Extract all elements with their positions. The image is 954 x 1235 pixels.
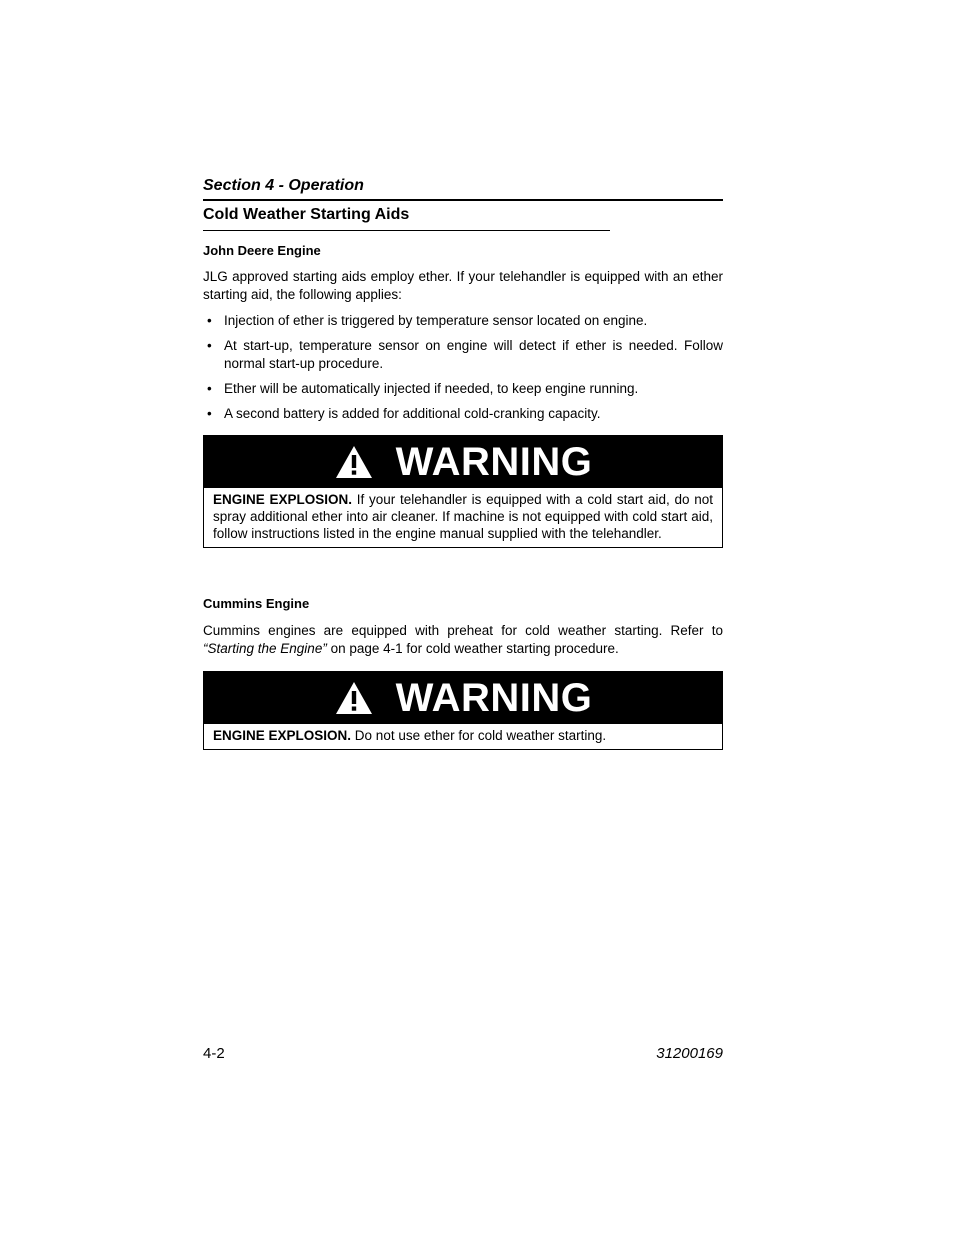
warning-lead: ENGINE EXPLOSION. [213,728,352,743]
list-item: • A second battery is added for additional cold-cranking capacity. [207,405,601,421]
topic-title: Cold Weather Starting Aids [203,206,610,231]
cummins-heading: Cummins Engine [203,596,310,611]
john-deere-intro: JLG approved starting aids employ ether. If your telehandler is equipped with an ether starting aid, the following applies: [203,269,723,302]
list-item: • At start-up, temperature sensor on engine will detect if ether is needed. Follow normal start-up procedure. [207,338,723,371]
john-deere-heading: John Deere Engine [203,243,321,258]
bullet-icon: • [207,405,212,421]
warning-title: WARNING [395,675,593,720]
section-title: Section 4 - Operation [203,177,723,201]
warning-triangle-icon [334,444,374,480]
john-deere-bullet-list [203,312,723,430]
cummins-paragraph: Cummins engines are equipped with preheat for cold weather starting. Refer to “Starting the Engine” on page 4-1 for cold weather starting procedure. [203,623,723,656]
document-number: 31200169 [656,1045,723,1062]
warning-box-cummins [203,671,723,750]
bullet-icon: • [207,338,212,353]
bullet-icon: • [207,313,212,328]
warning-banner [204,436,722,488]
warning-lead: ENGINE EXPLOSION. [213,492,353,507]
warning-text: Do not use ether for cold weather starting. [354,728,607,743]
warning-triangle-icon [334,680,374,716]
warning-text: If your telehandler is equipped with a cold start aid, do not spray additional ether into air cleaner. If machine is not equipped with cold start aid, follow instructions listed in the engine manual supplied with the telehandler. [213,492,713,541]
bullet-icon: • [207,380,212,396]
warning-body [204,724,722,749]
page-number: 4-2 [203,1045,225,1062]
warning-banner [204,672,722,724]
list-item: • Ether will be automatically injected if needed, to keep engine running. [207,380,639,396]
list-item: • Injection of ether is triggered by temperature sensor located on engine. [207,313,648,328]
warning-title: WARNING [395,439,593,484]
warning-body [204,488,722,547]
warning-box-ether [203,435,723,548]
cross-reference: “Starting the Engine” [203,640,327,656]
